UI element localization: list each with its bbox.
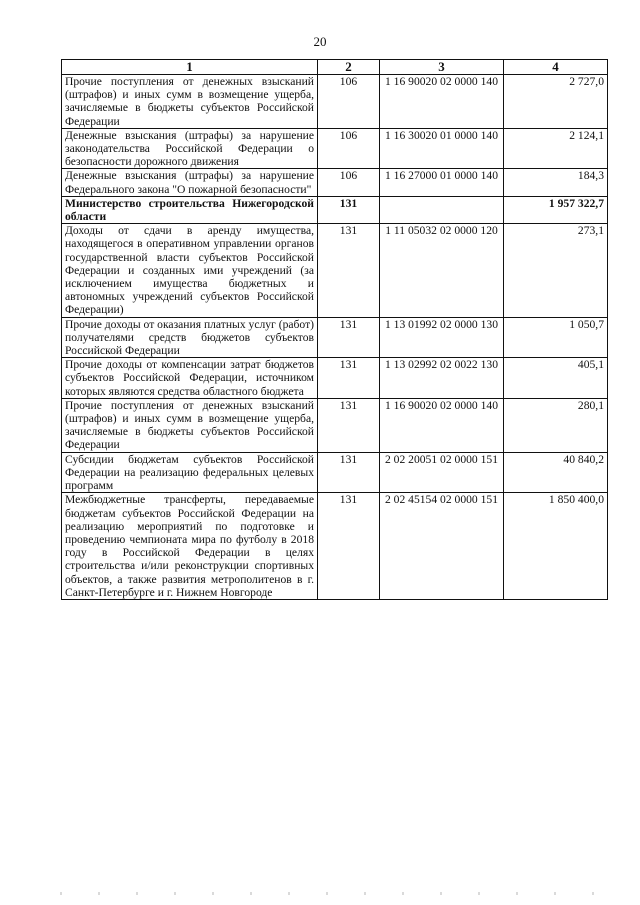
table-header-row	[62, 60, 608, 75]
scan-artifact-dots	[60, 892, 620, 895]
table-row	[62, 75, 608, 129]
row-revenue-code: 1 16 90020 02 0000 140	[380, 398, 504, 452]
row-admin-code: 106	[318, 169, 380, 196]
row-admin-code: 131	[318, 317, 380, 358]
column-header-revenue-code: 3	[380, 60, 504, 75]
row-admin-code: 131	[318, 358, 380, 399]
row-amount: 273,1	[504, 224, 608, 317]
row-revenue-code: 1 16 27000 01 0000 140	[380, 169, 504, 196]
row-name: Денежные взыскания (штрафы) за нарушение Федерального закона "О пожарной безопасности"	[62, 169, 318, 196]
row-name: Прочие доходы от компенсации затрат бюджетов субъектов Российской Федерации, источником которых являются средства областного бюджета	[62, 358, 318, 399]
row-revenue-code: 1 13 01992 02 0000 130	[380, 317, 504, 358]
row-name: Прочие доходы от оказания платных услуг (работ) получателями средств бюджетов субъектов Российской Федерации	[62, 317, 318, 358]
row-revenue-code: 2 02 20051 02 0000 151	[380, 452, 504, 493]
table-row	[62, 128, 608, 169]
row-name: Доходы от сдачи в аренду имущества, находящегося в оперативном управлении органов государственной власти субъектов Российской Федерации и созданных ими учреждений (за исключением имущества бюджетных и автономных учреждений субъектов Российской Федерации)	[62, 224, 318, 317]
table-row	[62, 169, 608, 196]
table-row	[62, 317, 608, 358]
row-revenue-code: 1 16 90020 02 0000 140	[380, 75, 504, 129]
row-admin-code: 106	[318, 128, 380, 169]
table-row	[62, 358, 608, 399]
row-amount: 1 850 400,0	[504, 493, 608, 600]
row-name: Прочие поступления от денежных взысканий (штрафов) и иных сумм в возмещение ущерба, зачисляемые в бюджеты субъектов Российской Федерации	[62, 75, 318, 129]
row-revenue-code: 1 16 30020 01 0000 140	[380, 128, 504, 169]
table-row	[62, 452, 608, 493]
budget-revenue-table	[61, 59, 608, 600]
row-name: Субсидии бюджетам субъектов Российской Федерации на реализацию федеральных целевых программ	[62, 452, 318, 493]
ministry-name: Министерство строительства Нижегородской области	[62, 196, 318, 223]
table-row	[62, 493, 608, 600]
row-amount: 2 124,1	[504, 128, 608, 169]
table-row	[62, 398, 608, 452]
row-amount: 184,3	[504, 169, 608, 196]
ministry-revenue-code	[380, 196, 504, 223]
row-amount: 280,1	[504, 398, 608, 452]
row-name: Прочие поступления от денежных взысканий (штрафов) и иных сумм в возмещение ущерба, зачисляемые в бюджеты субъектов Российской Федерации	[62, 398, 318, 452]
row-admin-code: 131	[318, 493, 380, 600]
table-row	[62, 224, 608, 317]
row-name: Денежные взыскания (штрафы) за нарушение законодательства Российской Федерации о безопасности дорожного движения	[62, 128, 318, 169]
row-admin-code: 131	[318, 224, 380, 317]
column-header-admin-code: 2	[318, 60, 380, 75]
ministry-header-row	[62, 196, 608, 223]
row-name: Межбюджетные трансферты, передаваемые бюджетам субъектов Российской Федерации на реализацию мероприятий по подготовке и проведению чемпионата мира по футболу в 2018 году в Российской Федерации в целях строительства и/или реконструкции спортивных объектов, а также развития метрополитенов в г. Санкт-Петербурге и г. Нижнем Новгороде	[62, 493, 318, 600]
row-amount: 1 050,7	[504, 317, 608, 358]
page-number: 20	[313, 34, 327, 49]
column-header-amount: 4	[504, 60, 608, 75]
row-revenue-code: 2 02 45154 02 0000 151	[380, 493, 504, 600]
row-revenue-code: 1 13 02992 02 0022 130	[380, 358, 504, 399]
ministry-admin-code: 131	[318, 196, 380, 223]
row-amount: 40 840,2	[504, 452, 608, 493]
row-admin-code: 106	[318, 75, 380, 129]
row-admin-code: 131	[318, 452, 380, 493]
ministry-total-amount: 1 957 322,7	[504, 196, 608, 223]
row-amount: 2 727,0	[504, 75, 608, 129]
row-amount: 405,1	[504, 358, 608, 399]
row-admin-code: 131	[318, 398, 380, 452]
row-revenue-code: 1 11 05032 02 0000 120	[380, 224, 504, 317]
column-header-name: 1	[62, 60, 318, 75]
